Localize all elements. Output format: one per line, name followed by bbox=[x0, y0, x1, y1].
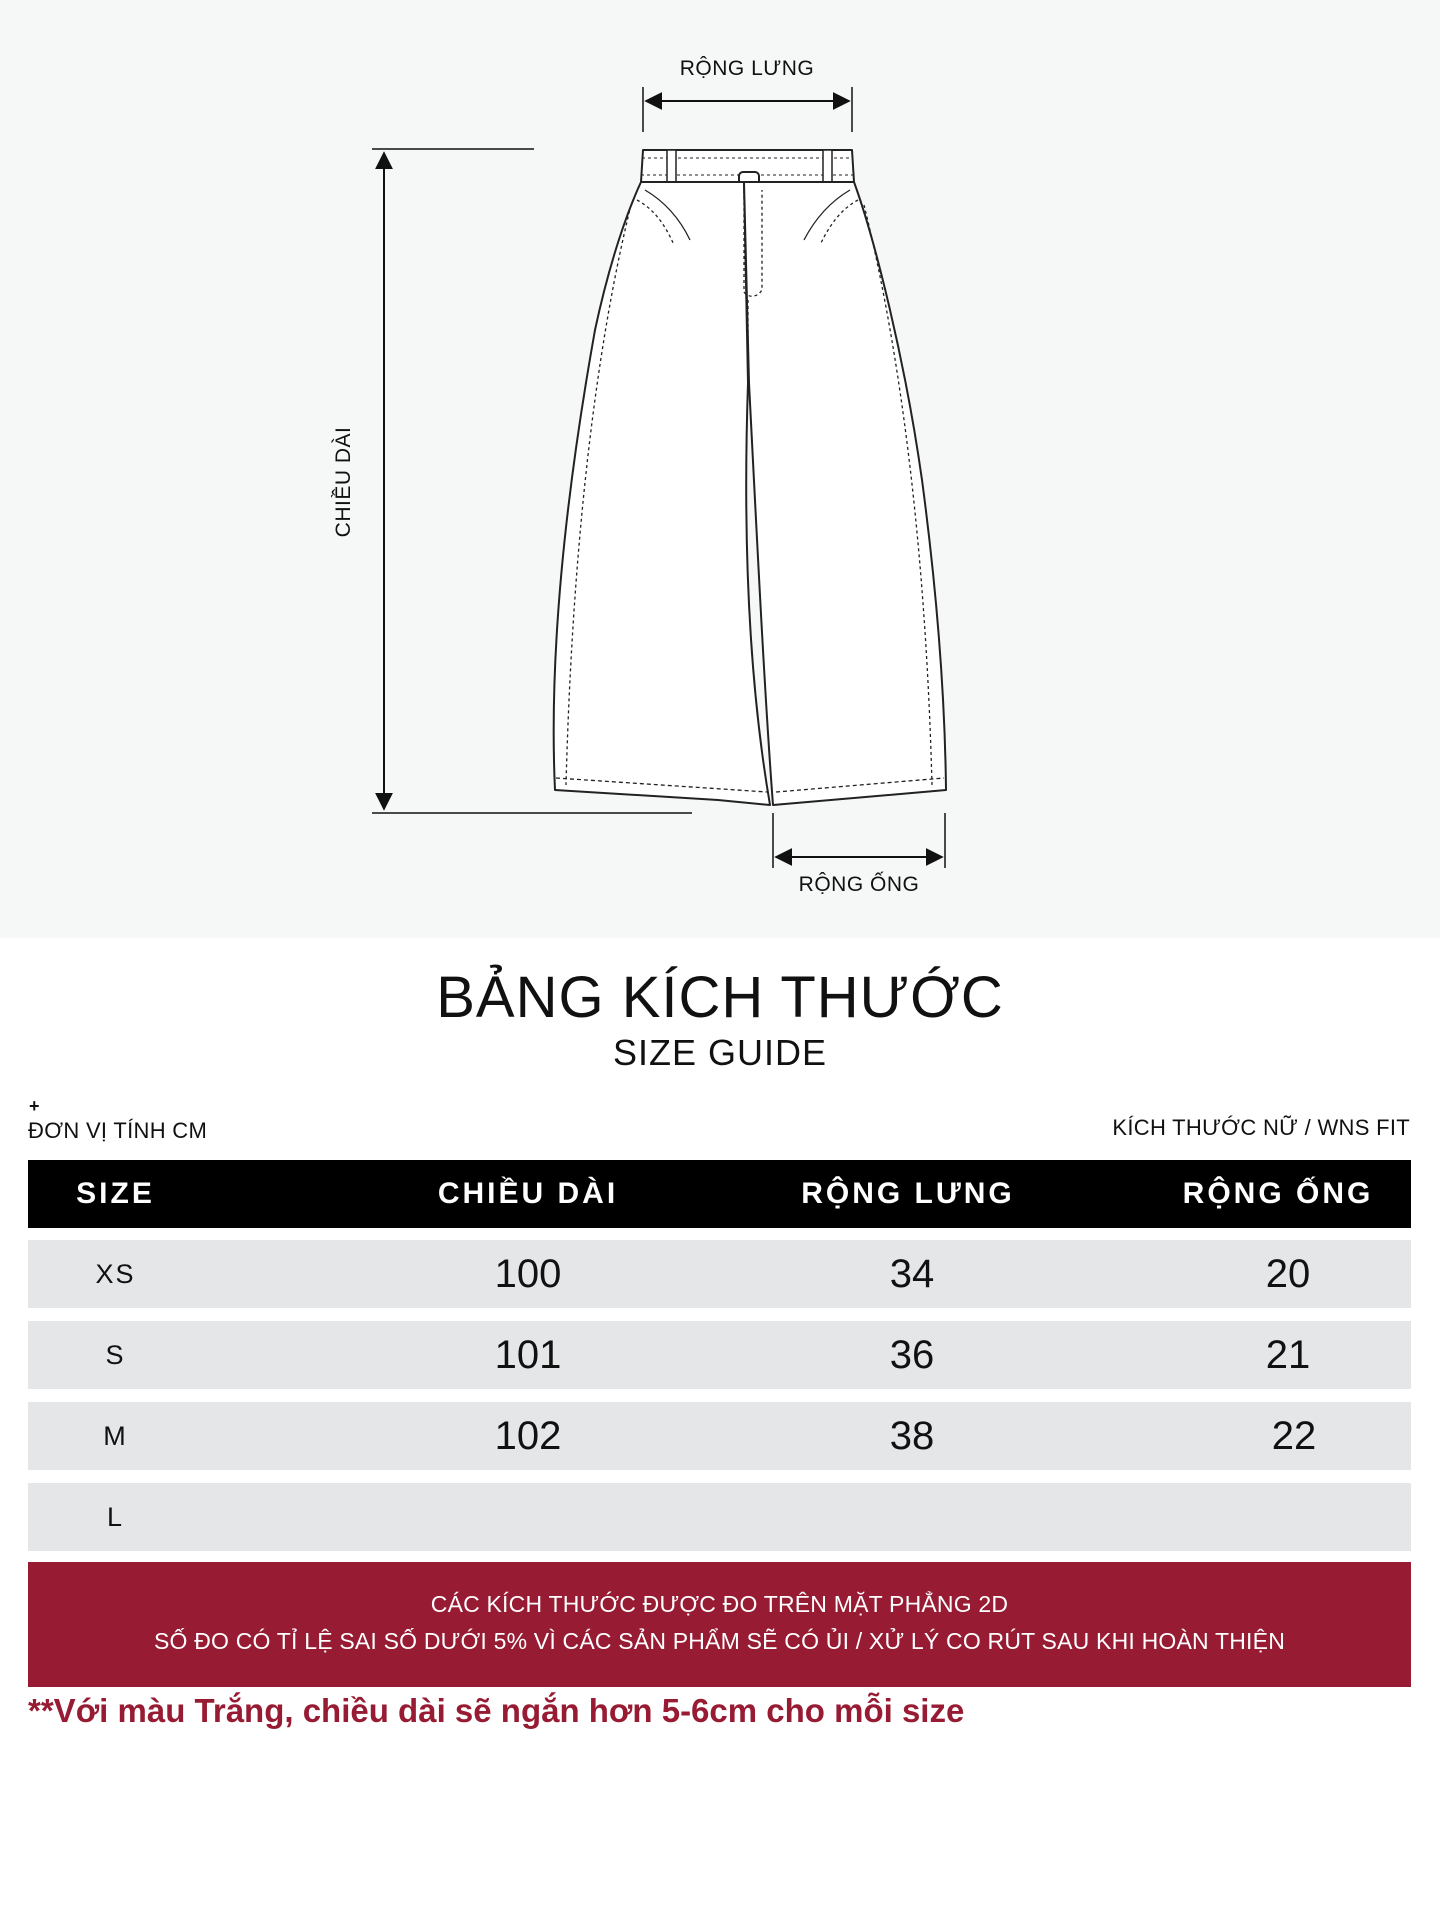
size-table-header bbox=[28, 1160, 1411, 1228]
cell-waist bbox=[812, 1483, 1012, 1551]
cell-waist: 34 bbox=[889, 1252, 935, 1296]
table-row bbox=[28, 1483, 1411, 1551]
cell-length bbox=[428, 1483, 628, 1551]
notice-line-1: CÁC KÍCH THƯỚC ĐƯỢC ĐO TRÊN MẶT PHẲNG 2D bbox=[430, 1591, 1009, 1617]
pants-illustration bbox=[0, 0, 1440, 938]
table-row bbox=[28, 1240, 1411, 1308]
waist-dimension bbox=[643, 57, 852, 132]
unit-note: ĐƠN VỊ TÍNH CM bbox=[28, 1118, 208, 1143]
cell-hem: 22 bbox=[1271, 1414, 1317, 1458]
cell-waist: 36 bbox=[889, 1333, 935, 1377]
cell-size: M bbox=[103, 1421, 128, 1451]
header-size: SIZE bbox=[76, 1177, 155, 1210]
waist-label: RỘNG LƯNG bbox=[679, 57, 815, 80]
cell-hem: 20 bbox=[1265, 1252, 1311, 1296]
page-title: BẢNG KÍCH THƯỚC bbox=[436, 965, 1004, 1030]
cell-waist: 38 bbox=[889, 1414, 935, 1458]
cell-hem: 21 bbox=[1265, 1333, 1311, 1377]
header-waist: RỘNG LƯNG bbox=[801, 1177, 1015, 1210]
cell-hem bbox=[1188, 1483, 1388, 1551]
table-row bbox=[28, 1321, 1411, 1389]
notice-line-2: SỐ ĐO CÓ TỈ LỆ SAI SỐ DƯỚI 5% VÌ CÁC SẢN PHẨM SẼ CÓ ỦI / XỬ LÝ CO RÚT SAU KHI HOÀN THIỆN bbox=[154, 1628, 1285, 1654]
pants-outline bbox=[554, 150, 946, 805]
measurement-diagram bbox=[0, 0, 1440, 938]
cell-length: 101 bbox=[494, 1333, 562, 1377]
fit-note: KÍCH THƯỚC NỮ / WNS FIT bbox=[1112, 1115, 1410, 1140]
cell-size: XS bbox=[95, 1259, 136, 1289]
plus-icon: + bbox=[29, 1096, 40, 1116]
cell-length: 102 bbox=[494, 1414, 562, 1458]
cell-size: L bbox=[106, 1502, 125, 1532]
length-label: CHIỀU DÀI bbox=[332, 426, 355, 538]
measurement-notice-banner bbox=[28, 1562, 1411, 1687]
header-hem: RỘNG ỐNG bbox=[1182, 1177, 1374, 1210]
cell-length: 100 bbox=[494, 1252, 562, 1296]
hem-dimension bbox=[773, 813, 945, 896]
table-row bbox=[28, 1402, 1411, 1470]
white-color-footnote: **Với màu Trắng, chiều dài sẽ ngắn hơn 5-6cm cho mỗi size bbox=[28, 1692, 965, 1729]
hem-label: RỘNG ỐNG bbox=[798, 873, 920, 896]
header-length: CHIỀU DÀI bbox=[437, 1177, 619, 1210]
page-subtitle: SIZE GUIDE bbox=[612, 1032, 828, 1073]
cell-size: S bbox=[105, 1340, 126, 1370]
